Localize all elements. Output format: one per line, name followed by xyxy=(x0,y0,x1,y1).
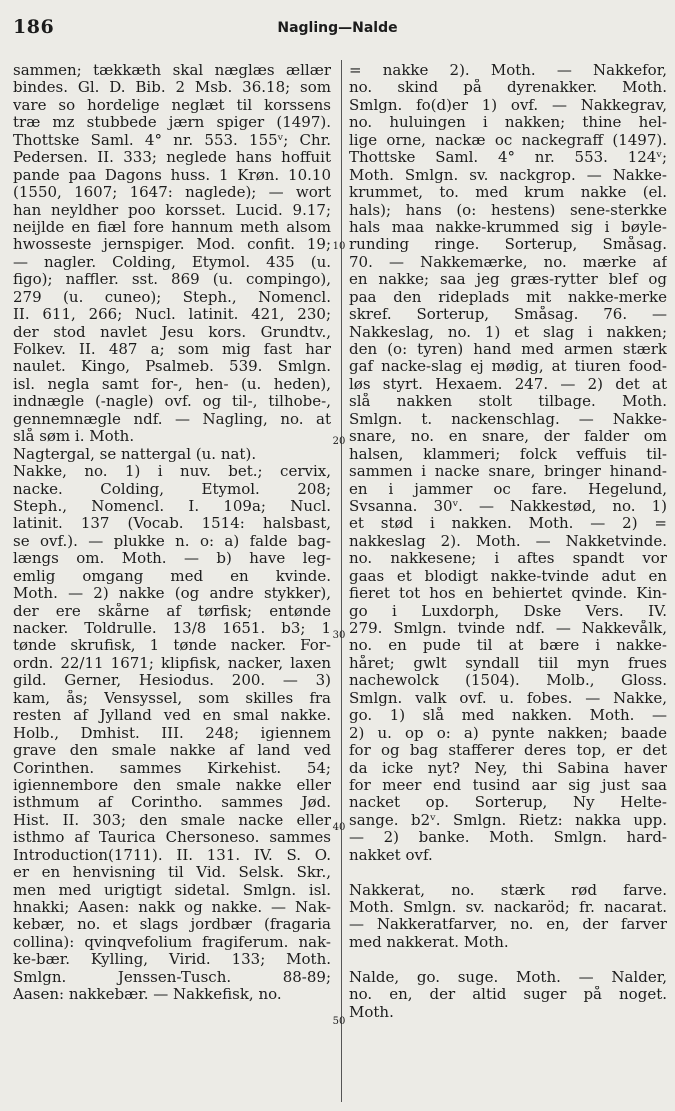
text-line: II. 611, 266; Nucl. latinit. 421, 230; xyxy=(13,306,331,324)
text-line: bindes. Gl. D. Bib. 2 Msb. 36.18; som xyxy=(13,79,331,97)
text-line: 279. Smlgn. tvinde ndf. — Nakkevålk, xyxy=(349,620,667,637)
text-line: Nalde, go. suge. Moth. — Nalder, xyxy=(349,968,667,986)
text-line: kam, ås; Vensyssel, som skilles fra xyxy=(13,689,331,707)
text-line: hwosseste jernspiger. Mod. confit. 19; xyxy=(13,236,331,254)
text-line: er en henvisning til Vid. Selsk. Skr., xyxy=(13,864,331,882)
text-line: hals maa nakke-krummed sig i bøyle- xyxy=(349,218,667,236)
text-line: Steph., Nomencl. I. 109a; Nucl. xyxy=(13,497,331,515)
text-line: gennemnægle ndf. — Nagling, no. at xyxy=(13,410,331,428)
text-line: Introduction(1711). II. 131. IV. S. O. xyxy=(13,846,331,864)
text-line: Moth. xyxy=(349,1003,394,1021)
text-line: Moth. — 2) nakke (og andre stykker), xyxy=(13,585,331,603)
text-line: go i Luxdorph, Dske Vers. IV. xyxy=(349,602,667,620)
text-line: latinit. 137 (Vocab. 1514: halsbast, xyxy=(13,515,331,533)
text-line: ke-bær. Kylling, Virid. 133; Moth. xyxy=(13,951,331,969)
text-line: isl. negla samt for-, hen- (u. heden), xyxy=(13,375,331,393)
text-line: gaf nacke-slag ej mødig, at tiuren food- xyxy=(349,358,667,376)
text-line: nacker. Toldrulle. 13/8 1651. b3; 1 xyxy=(13,620,331,637)
text-line: hals); hans (o: hestens) sene-sterkke xyxy=(349,201,667,219)
text-line: = nakke 2). Moth. — Nakkefor, xyxy=(349,62,667,79)
text-line: Smlgn. valk ovf. u. fobes. — Nakke, xyxy=(349,689,667,707)
text-line: en nakke; saa jeg græs-rytter blef og xyxy=(349,271,667,289)
line-number: 10 xyxy=(332,241,346,252)
line-number: 50 xyxy=(332,1016,346,1027)
text-line: sammen; tækkæth skal næglæs ællær xyxy=(13,62,331,79)
text-line: pande paa Dagons huss. 1 Krøn. 10.10 xyxy=(13,166,331,184)
text-line: længs om. Moth. — b) have leg- xyxy=(13,550,331,568)
text-line: skref. Sorterup, Småsag. 76. — xyxy=(349,306,667,324)
text-line: emlig omgang med en kvinde. xyxy=(13,567,331,585)
text-line: kebær, no. et slags jordbær (fragaria xyxy=(13,916,331,934)
text-line: grave den smale nakke af land ved xyxy=(13,742,331,760)
text-line: igiennembore den smale nakke eller xyxy=(13,776,331,794)
text-line: håret; gwlt syndall tiil myn frues xyxy=(349,654,667,672)
text-line: Aasen: nakkebær. — Nakkefisk, no. xyxy=(13,986,282,1004)
line-number: 40 xyxy=(332,822,346,833)
text-line: Moth. Smlgn. sv. nackaröd; fr. nacarat. xyxy=(349,899,667,916)
text-line: Nakke, no. 1) i nuv. bet.; cervix, xyxy=(13,463,331,481)
text-line: Moth. Smlgn. sv. nackgrop. — Nakke- xyxy=(349,166,667,184)
text-line: fieret tot hos en behiertet qvinde. Kin- xyxy=(349,585,667,603)
page-header xyxy=(0,0,675,60)
text-line: 2) u. op o: a) pynte nakken; baade xyxy=(349,724,667,742)
text-line: tønde skrufisk, 1 tønde nacker. For- xyxy=(13,637,331,655)
text-line: træ mz stubbede jærn spiger (1497). xyxy=(13,114,331,132)
page-number: 186 xyxy=(13,16,55,38)
text-line: runding ringe. Sorterup, Småsag. xyxy=(349,236,667,254)
text-line: no. nakkesene; i aftes spandt vor xyxy=(349,550,667,568)
left-column xyxy=(13,62,331,1004)
column-divider xyxy=(341,60,342,1102)
text-line: Smlgn. t. nackenschlag. — Nakke- xyxy=(349,410,667,428)
text-line: nakkeslag 2). Moth. — Nakketvinde. xyxy=(349,532,667,550)
text-line: Thottske Saml. 4° nr. 553. 124ᵛ; xyxy=(349,149,667,167)
text-line: men med urigtigt sidetal. Smlgn. isl. xyxy=(13,881,331,899)
text-line: Pedersen. II. 333; neglede hans hoffuit xyxy=(13,149,331,167)
text-line: en i jammer oc fare. Hegelund, xyxy=(349,480,667,498)
text-line: figo); naffler. sst. 869 (u. compingo), xyxy=(13,271,331,289)
text-line: gild. Gerner, Hesiodus. 200. — 3) xyxy=(13,672,331,690)
text-line: lige orne, nackæ oc nackegraff (1497). xyxy=(349,131,667,149)
text-line: sammen i nacke snare, bringer hinand- xyxy=(349,463,667,481)
text-line: vare so hordelige neglæt til korssens xyxy=(13,96,331,114)
text-line: et stød i nakken. Moth. — 2) = xyxy=(349,515,667,533)
text-line: Corinthen. sammes Kirkehist. 54; xyxy=(13,759,331,777)
text-line: han neyldher poo korsset. Lucid. 9.17; xyxy=(13,201,331,219)
text-line: nachewolck (1504). Molb., Gloss. xyxy=(349,672,667,690)
text-line: — 2) banke. Moth. Smlgn. hard- xyxy=(349,829,667,847)
text-line: Folkev. II. 487 a; som mig fast har xyxy=(13,341,331,358)
text-line: nacket op. Sorterup, Ny Helte- xyxy=(349,794,667,812)
right-column xyxy=(349,62,667,1021)
text-line: krummet, to. med krum nakke (el. xyxy=(349,184,667,202)
text-line: Svsanna. 30ᵛ. — Nakkestød, no. 1) xyxy=(349,497,667,515)
text-line xyxy=(349,951,667,968)
text-line: no. en, der altid suger på noget. xyxy=(349,986,667,1004)
text-line: naulet. Kingo, Psalmeb. 539. Smlgn. xyxy=(13,358,331,376)
text-line: no. en pude til at bære i nakke- xyxy=(349,637,667,655)
text-line: Thottske Saml. 4° nr. 553. 155ᵛ; Chr. xyxy=(13,131,331,149)
text-line: 279 (u. cuneo); Steph., Nomencl. xyxy=(13,288,331,306)
text-line: Hist. II. 303; den smale nacke eller xyxy=(13,811,331,829)
text-line: isthmum af Corintho. sammes Jød. xyxy=(13,794,331,812)
text-line: løs styrt. Hexaem. 247. — 2) det at xyxy=(349,375,667,393)
text-line: 70. — Nakkemærke, no. mærke af xyxy=(349,253,667,271)
text-line: no. huluingen i nakken; thine hel- xyxy=(349,114,667,132)
text-line: go. 1) slå med nakken. Moth. — xyxy=(349,707,667,725)
text-line: — Nakkeratfarver, no. en, der farver xyxy=(349,916,667,934)
text-line: der stod navlet Jesu kors. Grundtv., xyxy=(13,323,331,341)
text-line: collina): qvinqvefolium fragiferum. nak- xyxy=(13,933,331,951)
text-line: gaas et blodigt nakke-tvinde adut en xyxy=(349,567,667,585)
text-line: der ere skårne af tørfisk; entønde xyxy=(13,602,331,620)
text-line xyxy=(349,864,667,881)
text-line: nacke. Colding, Etymol. 208; xyxy=(13,480,331,498)
text-line: nakket ovf. xyxy=(349,846,433,864)
running-head: Nagling—Nalde xyxy=(277,20,398,36)
line-number: 20 xyxy=(332,436,346,447)
text-line: Nagtergal, se nattergal (u. nat). xyxy=(13,445,257,463)
text-line: paa den rideplads mit nakke-merke xyxy=(349,288,667,306)
text-line: Smlgn. fo(d)er 1) ovf. — Nakkegrav, xyxy=(349,96,667,114)
text-line: no. skind på dyrenakker. Moth. xyxy=(349,79,667,97)
text-line: isthmo af Taurica Chersoneso. sammes xyxy=(13,829,331,847)
text-line: halsen, klammeri; folck veffuis til- xyxy=(349,445,667,463)
text-line: slå søm i. Moth. xyxy=(13,428,135,446)
text-line: sange. b2ᵛ. Smlgn. Rietz: nakka upp. xyxy=(349,811,667,829)
text-line: — nagler. Colding, Etymol. 435 (u. xyxy=(13,253,331,271)
line-number: 30 xyxy=(332,630,346,641)
text-line: se ovf.). — plukke n. o: a) falde bag- xyxy=(13,532,331,550)
text-line: (1550, 1607; 1647: naglede); — wort xyxy=(13,184,331,202)
text-line: den (o: tyren) hand med armen stærk xyxy=(349,341,667,358)
text-line: Smlgn. Jenssen-Tusch. 88-89; xyxy=(13,968,331,986)
text-line: resten af Jylland ved en smal nakke. xyxy=(13,707,331,725)
text-line: Nakkerat, no. stærk rød farve. xyxy=(349,881,667,899)
text-line: for og bag stafferer deres top, er det xyxy=(349,742,667,760)
text-line: slå nakken stolt tilbage. Moth. xyxy=(349,393,667,411)
text-line: indnægle (-nagle) ovf. og til-, tilhobe-, xyxy=(13,393,331,411)
text-line: snare, no. en snare, der falder om xyxy=(349,428,667,446)
text-line: for meer end tusind aar sig just saa xyxy=(349,776,667,794)
text-line: ordn. 22/11 1671; klipfisk, nacker, laxen xyxy=(13,654,331,672)
text-line: Holb., Dmhist. III. 248; igiennem xyxy=(13,724,331,742)
text-line: med nakkerat. Moth. xyxy=(349,933,509,951)
text-line: Nakkeslag, no. 1) et slag i nakken; xyxy=(349,323,667,341)
text-line: da icke nyt? Ney, thi Sabina haver xyxy=(349,759,667,777)
text-line: neijlde en fiæl fore hannum meth alsom xyxy=(13,218,331,236)
text-line: hnakki; Aasen: nakk og nakke. — Nak- xyxy=(13,899,331,916)
